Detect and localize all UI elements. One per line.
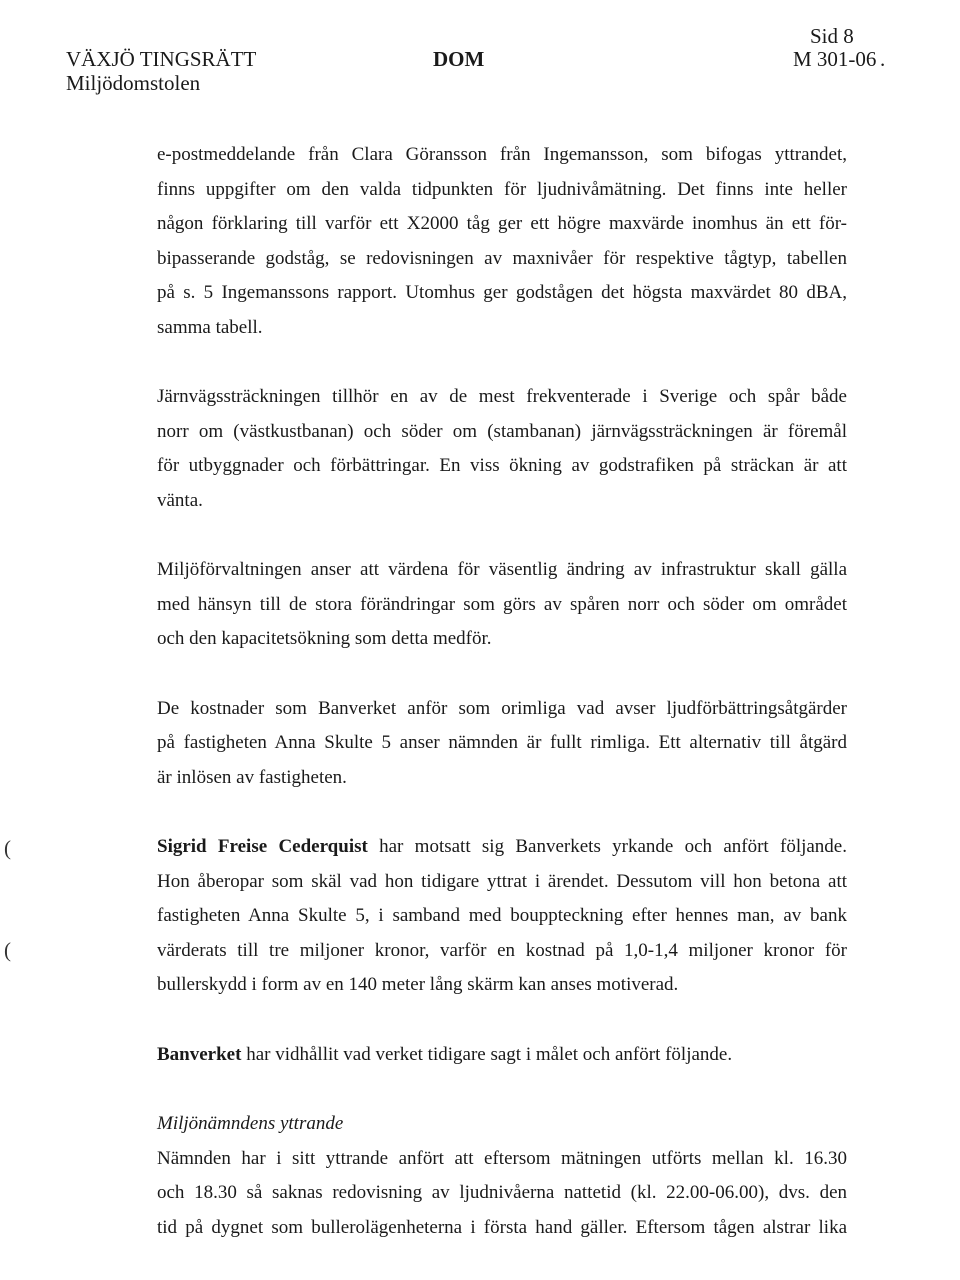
text-line: är inlösen av fastigheten. bbox=[157, 766, 347, 788]
section-heading: Miljönämndens yttrande bbox=[157, 1113, 344, 1134]
party-name: Sigrid Freise Cederquist bbox=[157, 836, 368, 857]
text-line bbox=[157, 830, 847, 865]
paragraph-5 bbox=[157, 830, 847, 1003]
party-name: Banverket bbox=[157, 1043, 242, 1065]
document-type: DOM bbox=[433, 47, 485, 71]
text-span: har vidhållit vad verket tidigare sagt i målet och anfört följande. bbox=[241, 1043, 733, 1065]
document-header bbox=[0, 0, 960, 100]
paragraph-2 bbox=[157, 380, 847, 518]
text-line: och den kapacitetsökning som detta medför. bbox=[157, 628, 492, 649]
text-line: e-postmeddelande från Clara Göransson från Ingemansson, som bifogas yttrandet, bbox=[157, 144, 847, 165]
text-line: vänta. bbox=[157, 489, 203, 511]
text-line: bipasserande godståg, se redovisningen av maxnivåer för respektive tågtyp, tabellen bbox=[157, 247, 847, 269]
text-line: De kostnader som Banverket anför som orimliga vad avser ljudförbättringsåtgärder bbox=[157, 697, 847, 719]
text-line: finns uppgifter om den valda tidpunkten för ljudnivåmätning. Det finns inte heller bbox=[157, 178, 847, 200]
text-line: bullerskydd i form av en 140 meter lång skärm kan anses motiverad. bbox=[157, 974, 679, 995]
text-line: med hänsyn till de stora förändringar som görs av spåren norr och söder om området bbox=[157, 593, 847, 615]
text-line: och 18.30 så saknas redovisning av ljudnivåerna nattetid (kl. 22.00-06.00), dvs. den bbox=[157, 1182, 847, 1203]
text-line: fastigheten Anna Skulte 5, i samband med bouppteckning efter hennes man, av bank bbox=[157, 905, 847, 926]
department-name: Miljödomstolen bbox=[66, 71, 201, 95]
text-line: Miljöförvaltningen anser att värdena för väsentlig ändring av infrastruktur skall gälla bbox=[157, 559, 847, 580]
court-name: VÄXJÖ TINGSRÄTT bbox=[66, 47, 257, 71]
paragraph-1 bbox=[157, 138, 847, 345]
case-suffix: . bbox=[880, 47, 886, 71]
text-line: Järnvägssträckningen tillhör en av de mest frekventerade i Sverige och spår både bbox=[157, 386, 847, 407]
text-line: Nämnden har i sitt yttrande anfört att eftersom mätningen utförts mellan kl. 16.30 bbox=[157, 1147, 847, 1169]
text-line: tid på dygnet som bullerolägenheterna i första hand gäller. Eftersom tågen alstrar lika bbox=[157, 1216, 847, 1238]
page-number: Sid 8 bbox=[810, 24, 854, 48]
text-line: någon förklaring till varför ett X2000 tåg ger ett högre maxvärde inomhus än ett för- bbox=[157, 213, 847, 234]
paragraph-4 bbox=[157, 692, 847, 796]
text-line: på s. 5 Ingemanssons rapport. Utomhus ger godstågen det högsta maxvärdet 80 dBA, bbox=[157, 282, 847, 303]
text-line: för utbyggnader och förbättringar. En viss ökning av godstrafiken på sträckan är att bbox=[157, 455, 847, 476]
text-line: värderats till tre miljoner kronor, varför en kostnad på 1,0-1,4 miljoner kronor för bbox=[157, 939, 847, 961]
paragraph-6 bbox=[157, 1038, 847, 1073]
paragraph-3 bbox=[157, 553, 847, 657]
text-span: har motsatt sig Banverkets yrkande och anfört följande. bbox=[367, 836, 847, 857]
text-line: på fastigheten Anna Skulte 5 anser nämnden är fullt rimliga. Ett alternativ till åtgärd bbox=[157, 732, 847, 753]
paragraph-7 bbox=[157, 1142, 847, 1246]
text-line: samma tabell. bbox=[157, 316, 263, 338]
case-number: M 301-06 bbox=[793, 47, 877, 71]
text-line: Hon åberopar som skäl vad hon tidigare yttrat i ärendet. Dessutom vill hon betona att bbox=[157, 870, 847, 892]
margin-mark: ( bbox=[4, 938, 11, 962]
margin-mark: ( bbox=[4, 836, 11, 860]
text-line bbox=[157, 1038, 847, 1073]
document-body bbox=[157, 138, 847, 1280]
text-line: norr om (västkustbanan) och söder om (stambanan) järnvägssträckningen är föremål bbox=[157, 420, 847, 442]
